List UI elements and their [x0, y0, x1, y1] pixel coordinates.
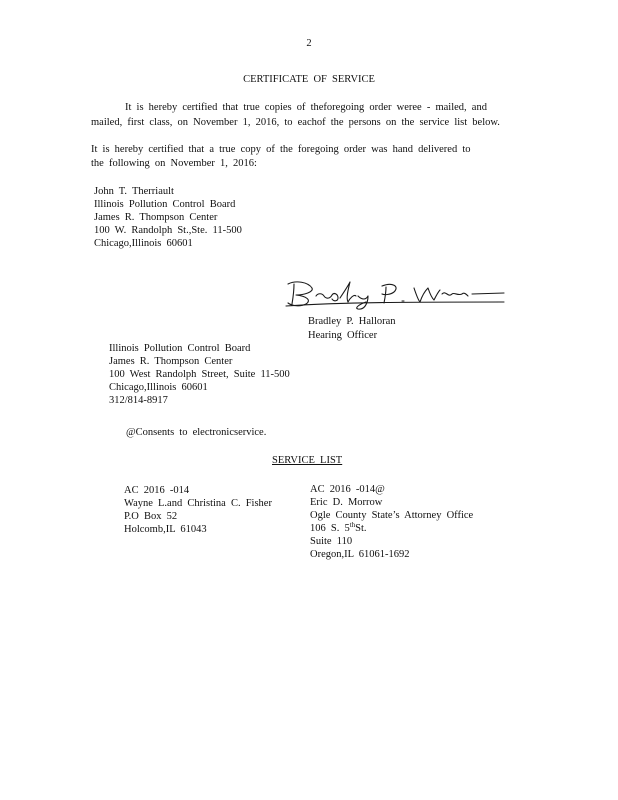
service-right-case: AC 2016 -014@	[310, 484, 385, 495]
hand-paragraph-line2: the following on November 1, 2016:	[91, 158, 257, 169]
service-left-line: P.O Box 52	[124, 511, 178, 522]
service-list-right	[310, 483, 473, 561]
recipient-line: Illinois Pollution Control Board	[94, 199, 236, 210]
service-left-line: Wayne L.and Christina C. Fisher	[124, 498, 272, 509]
board-address-line: Illinois Pollution Control Board	[109, 343, 251, 354]
consent-note: @Consents to electronicservice.	[126, 427, 267, 438]
mail-paragraph-line2: mailed, first class, on November 1, 2016, to eachof the persons on the service list below.	[91, 117, 500, 128]
service-right-city: Oregon,IL 61061-1692	[310, 549, 410, 560]
service-right-name: Eric D. Morrow	[310, 497, 383, 508]
service-right-street	[310, 522, 473, 535]
signer-name: Bradley P. Halloran	[308, 316, 396, 327]
service-right-suite: Suite 110	[310, 536, 353, 547]
board-address-line: 312/814-8917	[109, 395, 168, 406]
service-list-heading: SERVICE LIST	[272, 455, 343, 466]
recipient-line: John T. Therriault	[94, 186, 174, 197]
board-address-line: James R. Thompson Center	[109, 356, 233, 367]
mail-paragraph-line1: It is hereby certified that true copies of theforegoing order weree - mailed, and	[125, 102, 487, 113]
board-address-line: 100 West Randolph Street, Suite 11-500	[109, 369, 290, 380]
service-list-left	[124, 484, 272, 536]
signer-title: Hearing Officer	[308, 330, 378, 341]
page-number: 2	[306, 38, 312, 49]
recipient-line: James R. Thompson Center	[94, 212, 218, 223]
recipient-line: 100 W. Randolph St.,Ste. 11-500	[94, 225, 242, 236]
street-number: 106 S. 5	[310, 523, 350, 534]
certificate-title: CERTIFICATE OF SERVICE	[243, 74, 375, 85]
street-suffix: St.	[355, 523, 367, 534]
hand-paragraph-line1: It is hereby certified that a true copy of the foregoing order was hand delivered to	[91, 144, 471, 155]
board-address	[109, 342, 290, 407]
board-address-line: Chicago,Illinois 60601	[109, 382, 208, 393]
service-right-office: Ogle County State’s Attorney Office	[310, 510, 474, 521]
recipient-address	[94, 185, 242, 250]
street-ordinal: th	[349, 521, 356, 529]
handwritten-signature	[282, 276, 508, 310]
service-left-line: AC 2016 -014	[124, 485, 190, 496]
recipient-line: Chicago,Illinois 60601	[94, 238, 193, 249]
service-left-line: Holcomb,IL 61043	[124, 524, 207, 535]
